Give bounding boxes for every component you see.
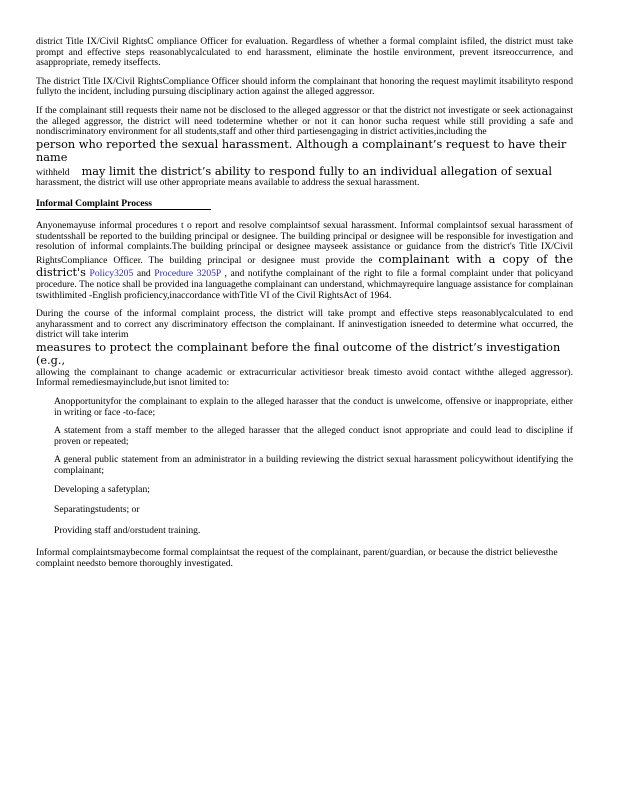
list-item	[36, 485, 573, 496]
informal-procedures-text-3: , and notifythe complainant of the right to file a formal complaint under that policyand procedure. The notice shall be provided ina languagethe complainant can understand, whichmayrequire language assistance for complainan tswithlimited -English proficiency,inaccordance withTitle VI of the Civil RightsAct of 1964.	[36, 268, 574, 301]
paragraph-inform-complainant: The district Title IX/Civil RightsCompliance Officer should inform the complainant that honoring the request maylimit itsabilityto respond fullyto the incident, including pursuing disciplinary action against the alleged aggressor.	[36, 75, 573, 98]
confidentiality-text-3b: may limit the district’s ability to respond fully to an individual allegation of sexual	[81, 164, 552, 178]
informal-remedies-list	[36, 397, 573, 536]
paragraph-interim-measures	[36, 309, 573, 389]
list-item	[36, 426, 573, 447]
policy-3205-link[interactable]: Policy3205	[89, 268, 134, 280]
informal-procedures-and: and	[136, 268, 151, 280]
list-item	[36, 397, 573, 418]
interim-measures-text-3: allowing the complainant to change academic or extracurricular activitiesor break timesto avoid contact withthe alleged aggressor). Informal remediesmayinclude,but isnot limited to:	[36, 366, 573, 389]
informal-procedures-text-1: Anyonemayuse informal procedures t o report and resolve complaintsof sexual harassment. Informal complaintsof sexual harassment of studentsshall be reported to the building principal or designee. The building principal or designee will be responsible for investigation and resolution of informal complaints.The building principal or designee mayseek assistance or guidance from the district's Title IX/Civil RightsCompliance Officer. The building principal or designee must provide the	[36, 219, 573, 266]
paragraph-harassment-remedy: district Title IX/Civil RightsC ompliance Officer for evaluation. Regardless of whether a formal complaint isfiled, the district must take prompt and effective steps reasonablycalculated to end harassment, eliminate the hostile environment, prevent itsreoccurrence, and asappropriate, remedy itseffects.	[36, 36, 573, 69]
section-heading-informal-complaint: Informal Complaint Process	[36, 198, 211, 210]
list-item-text: Separatingstudents; or	[54, 504, 140, 516]
interim-measures-text-1: During the course of the informal complaint process, the district will take prompt and effective steps reasonablycalculated to end anyharassment and to correct any discriminatory effectson the complainant. If aninvestigation isneeded to determine what occurred, the district will take interim	[36, 308, 573, 341]
interim-measures-text-2: measures to protect the complainant before the final outcome of the district’s investigation (e.g.,	[36, 340, 561, 368]
paragraph-informal-to-formal: Informal complaintsmaybecome formal complaintsat the request of the complainant, parent/guardian, or because the district believesthe complaint needsto bemore thoroughly investigated.	[36, 547, 558, 569]
list-item-text: Providing staff and/orstudent training.	[54, 524, 201, 536]
list-item-text: A general public statement from an administrator in a building reviewing the district sexual harassment policywithout identifying the complainant;	[54, 454, 573, 477]
informal-procedures-text-2: complainant with a copy of the district's	[36, 252, 574, 280]
list-item-text: Developing a safetyplan;	[54, 483, 150, 495]
confidentiality-text-3a: withheld	[36, 166, 70, 178]
procedure-3205p-link[interactable]: Procedure 3205P	[154, 268, 221, 280]
confidentiality-text-1: If the complainant still requests their name not be disclosed to the alleged aggressor or that the district not investigate or seek actionagainst the alleged aggressor, the district will need todetermine whether or not it can honor sucha request while still providing a safe and nondiscriminatory environment for all students,staff and other third partiesengaging in district activities,including the	[36, 104, 573, 138]
list-item	[36, 455, 573, 476]
list-item	[36, 505, 573, 516]
confidentiality-text-4: harassment, the district will use other appropriate means available to address the sexual harassment.	[36, 177, 420, 189]
list-item-text: A statement from a staff member to the alleged harasser that the alleged conduct isnot appropriate and could lead to discipline if proven or repeated;	[54, 425, 573, 447]
list-item-text: Anopportunityfor the complainant to explain to the alleged harasser that the conduct is unwelcome, offensive or inappropriate, either in writing or face -to-face;	[54, 396, 573, 418]
confidentiality-line-3	[36, 165, 573, 179]
confidentiality-text-2: person who reported the sexual harassment. Although a complainant’s request to have their name	[36, 137, 567, 165]
list-item	[36, 526, 573, 537]
paragraph-confidentiality-request	[36, 106, 573, 189]
paragraph-informal-procedures	[36, 221, 573, 301]
document-page	[36, 37, 573, 578]
